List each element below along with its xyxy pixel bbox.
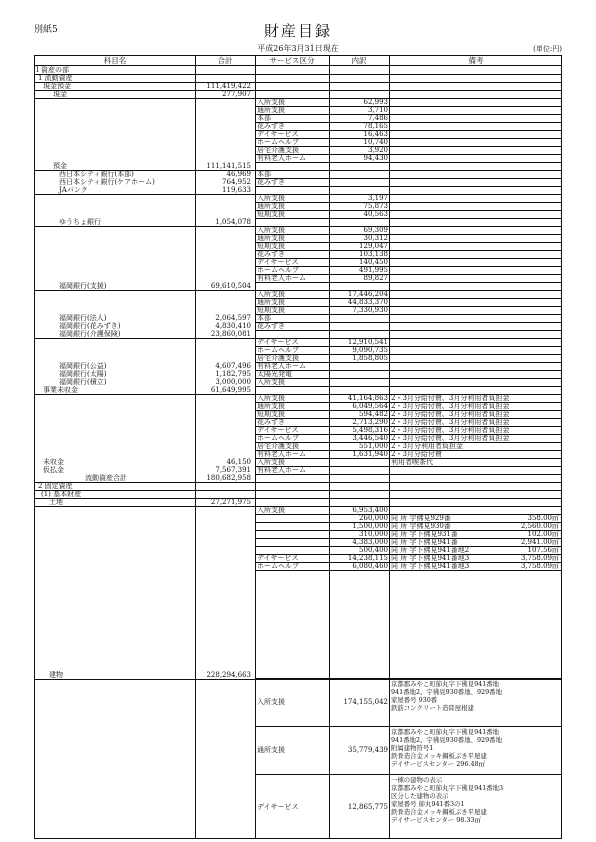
building-description: 941番地2、宇佛見930番地、929番地	[391, 736, 502, 744]
building-description: 鉄骨造合金メッキ鋼板ぶき平屋建	[391, 808, 487, 816]
service-category: 短期支援	[257, 306, 285, 314]
total-amount: 23,860,081	[210, 330, 251, 338]
table-row	[35, 146, 561, 154]
service-category: 有料老人ホーム	[257, 274, 306, 282]
building-description: 家屋番号 930番	[391, 696, 438, 704]
account-name: 西日本シティ銀行(ケアホーム)	[59, 178, 155, 186]
breakdown-amount: 6,080,460	[352, 562, 388, 570]
breakdown-amount: 7,486	[367, 114, 388, 122]
total-amount: 27,271,975	[210, 498, 251, 506]
row-rule	[255, 726, 561, 727]
table-row	[35, 66, 561, 74]
breakdown-amount: 3,920	[367, 146, 388, 154]
table-row	[35, 354, 561, 362]
remarks: 2・3月分給付費、3月分利用者負担金	[391, 394, 510, 402]
breakdown-amount: 2,713,290	[352, 418, 388, 426]
service-category: デイサービス	[257, 426, 299, 434]
table-row	[35, 522, 561, 530]
building-description: デイサービスセンター 98.33㎡	[391, 816, 481, 824]
remarks: 2・3月分給付費、3月分利用者負担金	[391, 426, 510, 434]
service-category: 居宅介護支援	[257, 354, 299, 362]
breakdown-amount: 7,330,930	[352, 306, 388, 314]
service-category: 有料老人ホーム	[257, 154, 306, 162]
table-row	[35, 346, 561, 354]
table-row	[35, 314, 561, 322]
table-row	[35, 218, 561, 226]
service-category: デイサービス	[257, 803, 299, 811]
table-row	[35, 282, 561, 290]
table-row	[35, 498, 561, 506]
table-row	[35, 458, 561, 466]
building-description: 一棟の建物の表示	[391, 776, 443, 784]
account-name: 未収金	[43, 458, 64, 466]
breakdown-amount: 12,910,541	[347, 338, 388, 346]
remarks: 2・3月分給付費、3月分利用者負担金	[391, 434, 510, 442]
building-description: 家屋番号 節丸941番3の1	[391, 800, 465, 808]
total-amount: 69,610,504	[210, 282, 251, 290]
remarks: 2・3月分給付費、3月分利用者負担金	[391, 410, 510, 418]
building-description: 京都郡みやこ町節丸字下佛見941番地	[391, 680, 500, 688]
total-amount: 4,830,410	[215, 322, 251, 330]
service-category: 入所支援	[257, 98, 285, 106]
page-title: 財産目録	[263, 22, 332, 40]
table-row	[35, 210, 561, 218]
service-category: 入所支援	[257, 290, 285, 298]
table-row	[35, 394, 561, 402]
table-row	[35, 226, 561, 234]
table-row	[35, 178, 561, 186]
breakdown-amount: 5,498,316	[352, 426, 388, 434]
total-amount: 46,969	[226, 170, 251, 178]
remarks: 同 所 字下佛見941番地2	[391, 546, 470, 554]
service-category: 短期支援	[257, 242, 285, 250]
table-row	[35, 546, 561, 554]
unit-label: (単位:円)	[533, 45, 562, 53]
breakdown-amount: 491,995	[359, 266, 388, 274]
service-category: 花みずき	[257, 322, 285, 330]
total-amount: 1,054,078	[215, 218, 251, 226]
service-category: 有料老人ホーム	[257, 466, 306, 474]
remarks: 2・3月分給付費、3月分利用者負担金	[391, 418, 510, 426]
table-row	[35, 538, 561, 546]
breakdown-amount: 9,090,735	[352, 346, 388, 354]
account-name: 流動資産合計	[85, 474, 127, 482]
total-amount: 7,567,391	[215, 466, 251, 474]
account-name: 福岡銀行(介護保険)	[59, 330, 121, 338]
row-rule	[255, 678, 561, 679]
table-row	[35, 274, 561, 282]
table-row	[35, 242, 561, 250]
breakdown-amount: 30,312	[363, 234, 388, 242]
remarks: 2・3月分給付費	[391, 450, 442, 458]
header-remarks: 備考	[468, 56, 484, 65]
service-category: 入所支援	[257, 506, 285, 514]
total-amount: 111,141,515	[206, 162, 251, 170]
header-service: サービス区分	[269, 56, 315, 65]
breakdown-amount: 310,000	[359, 530, 388, 538]
table-row	[35, 266, 561, 274]
table-row	[35, 426, 561, 434]
table-row	[35, 98, 561, 106]
service-category: ホームヘルプ	[257, 562, 299, 570]
account-name: 福岡銀行(太陽)	[59, 370, 107, 378]
area-value: 3,758.09㎡	[520, 554, 559, 562]
header-account: 科目名	[103, 56, 127, 65]
table-row	[35, 258, 561, 266]
service-category: 通所支援	[257, 298, 285, 306]
account-name: 仮払金	[43, 466, 64, 474]
total-amount: 111,419,422	[206, 82, 251, 90]
service-category: 花みずき	[257, 122, 285, 130]
total-amount: 61,649,995	[210, 386, 251, 394]
building-description: 区分した建物の表示	[391, 792, 449, 800]
remarks: 同 所 字下佛見941番地3	[391, 554, 470, 562]
building-description: 京都郡みやこ町節丸字下佛見941番地3	[391, 784, 504, 792]
breakdown-amount: 35,779,439	[347, 746, 388, 754]
total-amount: 228,294,663	[206, 671, 251, 679]
service-category: 短期支援	[257, 410, 285, 418]
table-row	[35, 410, 561, 418]
as-of-date: 平成26年3月31日現在	[257, 44, 339, 53]
service-category: デイサービス	[257, 338, 299, 346]
breakdown-amount: 12,865,775	[347, 803, 388, 811]
service-category: 入所支援	[257, 194, 285, 202]
table-row	[35, 330, 561, 338]
table-row	[35, 490, 561, 498]
table-row	[35, 482, 561, 490]
account-name: 福岡銀行(積立)	[59, 378, 107, 386]
remarks: 2・3月分利用者負担金	[391, 442, 463, 450]
service-category: デイサービス	[257, 554, 299, 562]
breakdown-amount: 6,049,564	[352, 402, 388, 410]
breakdown-amount: 6,953,400	[352, 506, 388, 514]
total-amount: 2,064,597	[215, 314, 251, 322]
service-category: デイサービス	[257, 130, 299, 138]
table-row	[35, 170, 561, 178]
building-description: 附属建物符号1	[391, 744, 434, 752]
account-name: 預金	[53, 162, 67, 170]
table-header	[35, 56, 561, 66]
breakdown-amount: 3,710	[367, 106, 388, 114]
service-category: 本部	[257, 170, 271, 178]
row-rule	[255, 570, 561, 571]
table-row	[35, 162, 561, 170]
building-description: デイサービスセンター 296.48㎡	[391, 760, 485, 768]
breakdown-amount: 1,631,940	[352, 450, 388, 458]
table-row	[35, 474, 561, 482]
service-category: 入所支援	[257, 698, 285, 706]
remarks: 同 所 字下佛見941番地3	[391, 562, 470, 570]
breakdown-amount: 78,165	[363, 122, 388, 130]
table-row	[35, 450, 561, 458]
table-row	[35, 506, 561, 514]
total-amount: 46,150	[226, 458, 251, 466]
service-category: 入所支援	[257, 458, 285, 466]
table-row	[35, 250, 561, 258]
table-row	[35, 562, 561, 570]
table-row	[35, 466, 561, 474]
service-category: 通所支援	[257, 106, 285, 114]
row-rule	[255, 774, 561, 775]
service-category: 本部	[257, 114, 271, 122]
service-category: ホームヘルプ	[257, 346, 299, 354]
attachment-label: 別紙5	[34, 25, 58, 35]
service-category: 入所支援	[257, 226, 285, 234]
table-row	[35, 130, 561, 138]
breakdown-amount: 10,740	[363, 138, 388, 146]
table-row	[35, 234, 561, 242]
table-row	[35, 434, 561, 442]
table-row	[35, 74, 561, 82]
service-category: 通所支援	[257, 234, 285, 242]
table-row	[35, 186, 561, 194]
service-category: 太陽光発電	[257, 370, 292, 378]
account-name: 現金	[53, 90, 67, 98]
breakdown-amount: 3,197	[367, 194, 388, 202]
service-category: 有料老人ホーム	[257, 362, 306, 370]
remarks: 利用者喫茶代	[391, 458, 433, 466]
total-amount: 764,952	[222, 178, 251, 186]
service-category: 本部	[257, 314, 271, 322]
total-amount: 4,607,496	[215, 362, 251, 370]
breakdown-amount: 103,138	[359, 250, 388, 258]
account-name: 福岡銀行(花みずき)	[59, 322, 121, 330]
remarks: 同 所 宇佛見930番	[391, 522, 451, 530]
table-row	[35, 290, 561, 298]
remarks: 同 所 宇佛見929番	[391, 514, 451, 522]
breakdown-amount: 1,858,805	[352, 354, 388, 362]
breakdown-amount: 1,500,000	[352, 522, 388, 530]
header-breakdown: 内訳	[351, 56, 367, 65]
table-row	[35, 418, 561, 426]
breakdown-amount: 69,309	[363, 226, 388, 234]
area-value: 2,941.00㎡	[520, 538, 559, 546]
breakdown-amount: 62,993	[363, 98, 388, 106]
table-row	[35, 122, 561, 130]
area-value: 3,758.09㎡	[520, 562, 559, 570]
breakdown-amount: 3,446,540	[352, 434, 388, 442]
breakdown-amount: 16,463	[363, 130, 388, 138]
table-row	[35, 514, 561, 522]
account-name: 現金預金	[43, 82, 71, 90]
breakdown-amount: 41,164,863	[347, 394, 388, 402]
table-row	[35, 442, 561, 450]
table-row	[35, 530, 561, 538]
building-description: 京都郡みやこ町節丸字下佛見941番地	[391, 728, 500, 736]
table-row	[35, 338, 561, 346]
account-name: 土地	[49, 498, 63, 506]
service-category: 花みずき	[257, 178, 285, 186]
breakdown-amount: 174,155,042	[343, 698, 388, 706]
account-name: 西日本シティ銀行(本部)	[59, 170, 134, 178]
service-category: ホームヘルプ	[257, 266, 299, 274]
account-name: 建物	[49, 671, 63, 679]
account-name: I 資産の部	[36, 66, 69, 74]
asset-inventory-table	[34, 55, 562, 839]
header-total: 合計	[217, 56, 233, 65]
table-row	[35, 106, 561, 114]
table-row	[35, 138, 561, 146]
table-row	[35, 362, 561, 370]
area-value: 2,560.00㎡	[520, 522, 559, 530]
service-category: デイサービス	[257, 258, 299, 266]
table-row	[35, 306, 561, 314]
account-name: (1) 基本財産	[41, 490, 82, 498]
table-row	[35, 378, 561, 386]
table-row	[35, 202, 561, 210]
account-name: 1 流動資産	[38, 74, 73, 82]
breakdown-amount: 89,827	[363, 274, 388, 282]
service-category: 居宅介護支援	[257, 442, 299, 450]
breakdown-amount: 40,563	[363, 210, 388, 218]
area-value: 107.56㎡	[527, 546, 559, 554]
table-row	[35, 82, 561, 90]
account-name: 福岡銀行(公益)	[59, 362, 107, 370]
table-row	[35, 114, 561, 122]
breakdown-amount: 594,482	[359, 410, 388, 418]
account-name: 2 固定資産	[38, 482, 73, 490]
building-description: 鉄筋コンクリート造陸屋根建	[391, 704, 474, 712]
breakdown-amount: 140,450	[359, 258, 388, 266]
account-name: ゆうちょ銀行	[59, 218, 101, 226]
remarks: 同 所 字下佛見931番	[391, 530, 458, 538]
service-category: 花みずき	[257, 418, 285, 426]
area-value: 102.00㎡	[527, 530, 559, 538]
breakdown-amount: 500,400	[359, 546, 388, 554]
breakdown-amount: 260,000	[359, 514, 388, 522]
table-row	[35, 370, 561, 378]
table-row	[35, 402, 561, 410]
breakdown-amount: 17,446,204	[347, 290, 388, 298]
table-row	[35, 194, 561, 202]
service-category: 有料老人ホーム	[257, 450, 306, 458]
breakdown-amount: 75,873	[363, 202, 388, 210]
service-category: 短期支援	[257, 210, 285, 218]
service-category: 通所支援	[257, 746, 285, 754]
service-category: 通所支援	[257, 402, 285, 410]
table-row	[35, 90, 561, 98]
service-category: 入所支援	[257, 378, 285, 386]
account-name: 事業未収金	[43, 386, 78, 394]
building-description: 鉄骨造合金メッキ鋼板ぶき平屋建	[391, 752, 487, 760]
breakdown-amount: 14,238,115	[347, 554, 388, 562]
table-row	[35, 298, 561, 306]
service-category: 通所支援	[257, 202, 285, 210]
breakdown-amount: 129,047	[359, 242, 388, 250]
service-category: ホームヘルプ	[257, 434, 299, 442]
total-amount: 119,633	[222, 186, 251, 194]
table-row	[35, 554, 561, 562]
service-category: ホームヘルプ	[257, 138, 299, 146]
area-value: 358.00㎡	[527, 514, 559, 522]
service-category: 花みずき	[257, 250, 285, 258]
total-amount: 180,682,958	[206, 474, 251, 482]
breakdown-amount: 94,430	[363, 154, 388, 162]
service-category: 居宅介護支援	[257, 146, 299, 154]
total-amount: 1,182,795	[215, 370, 251, 378]
account-name: 福岡銀行(支援)	[59, 282, 107, 290]
table-row	[35, 154, 561, 162]
breakdown-amount: 4,383,000	[352, 538, 388, 546]
account-name: JAバンク	[59, 186, 88, 194]
total-amount: 3,000,000	[215, 378, 251, 386]
remarks: 同 所 字下佛見941番	[391, 538, 458, 546]
table-row	[35, 322, 561, 330]
building-description: 941番地2、宇佛見930番地、929番地	[391, 688, 502, 696]
table-row	[35, 386, 561, 394]
breakdown-amount: 551,000	[359, 442, 388, 450]
account-name: 福岡銀行(法人)	[59, 314, 107, 322]
total-amount: 277,907	[222, 90, 251, 98]
service-category: 入所支援	[257, 394, 285, 402]
remarks: 2・3月分給付費、3月分利用者負担金	[391, 402, 510, 410]
breakdown-amount: 44,833,370	[347, 298, 388, 306]
